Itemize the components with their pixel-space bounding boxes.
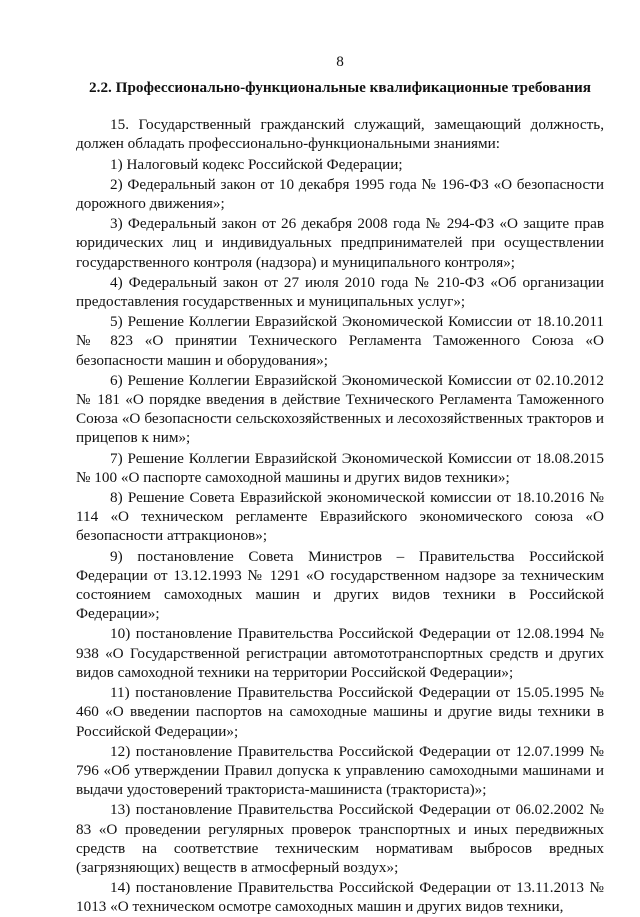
list-item: 3) Федеральный закон от 26 декабря 2008 года № 294-ФЗ «О защите прав юридических лиц и индивидуальных предпринимателей при осуществлении государственного контроля (надзора) и муниципального контроля»; (76, 215, 604, 271)
intro-paragraph: 15. Государственный гражданский служащий, замещающий должность, должен обладать профессионально-функциональными знаниями: (76, 116, 604, 153)
page-number: 8 (336, 53, 344, 70)
list-item: 11) постановление Правительства Российской Федерации от 15.05.1995 № 460 «О введении паспортов на самоходные машины и другие виды техники в Российской Федерации»; (76, 684, 604, 740)
list-item: 10) постановление Правительства Российской Федерации от 12.08.1994 № 938 «О Государственной регистрации автомототранспортных средств и других видов самоходной техники на территории Российской Федерации»; (76, 625, 604, 681)
list-item: 5) Решение Коллегии Евразийской Экономической Комиссии от 18.10.2011 № 823 «О принятии Технического Регламента Таможенного Союза «О безопасности машин и оборудования»; (76, 313, 604, 369)
list-item: 4) Федеральный закон от 27 июля 2010 года № 210-ФЗ «Об организации предоставления государственных и муниципальных услуг»; (76, 273, 604, 311)
list-item: 6) Решение Коллегии Евразийской Экономической Комиссии от 02.10.2012 № 181 «О порядке введения в действие Технического Регламента Таможенного Союза «О безопасности сельскохозяйственных и лесохозяйственных тракторов и прицепов к ним»; (76, 371, 604, 447)
list-item: 7) Решение Коллегии Евразийской Экономической Комиссии от 18.08.2015 № 100 «О паспорте самоходной машины и других видов техники»; (76, 449, 604, 486)
list-item: 8) Решение Совета Евразийской экономической комиссии от 18.10.2016 № 114 «О техническом регламенте Евразийского экономического союза «О безопасности аттракционов»; (76, 489, 604, 545)
list-item: 14) постановление Правительства Российской Федерации от 13.11.2013 № 1013 «О техническом осмотре самоходных машин и других видов техники, (76, 879, 604, 916)
list-item: 12) постановление Правительства Российской Федерации от 12.07.1999 № 796 «Об утверждении Правил допуска к управлению самоходными машинами и выдачи удостоверений тракториста-машиниста (тракториста)»; (76, 742, 604, 799)
list-item: 2) Федеральный закон от 10 декабря 1995 года № 196-ФЗ «О безопасности дорожного движения»; (76, 175, 604, 213)
section-title: 2.2. Профессионально-функциональные квалификационные требования (89, 79, 591, 96)
requirements-list (76, 155, 604, 917)
list-item: 9) постановление Совета Министров – Правительства Российской Федерации от 13.12.1993 № 1291 «О государственном надзоре за техническим состоянием самоходных машин и других видов техники в Российской Федерации»; (76, 547, 604, 623)
list-item: 13) постановление Правительства Российской Федерации от 06.02.2002 № 83 «О проведении регулярных проверок транспортных и иных передвижных средств на соответствие техническим нормативам выбросов вредных (загрязняющих) веществ в атмосферный воздух»; (76, 801, 604, 876)
list-item: 1) Налоговый кодекс Российской Федерации; (110, 155, 403, 173)
